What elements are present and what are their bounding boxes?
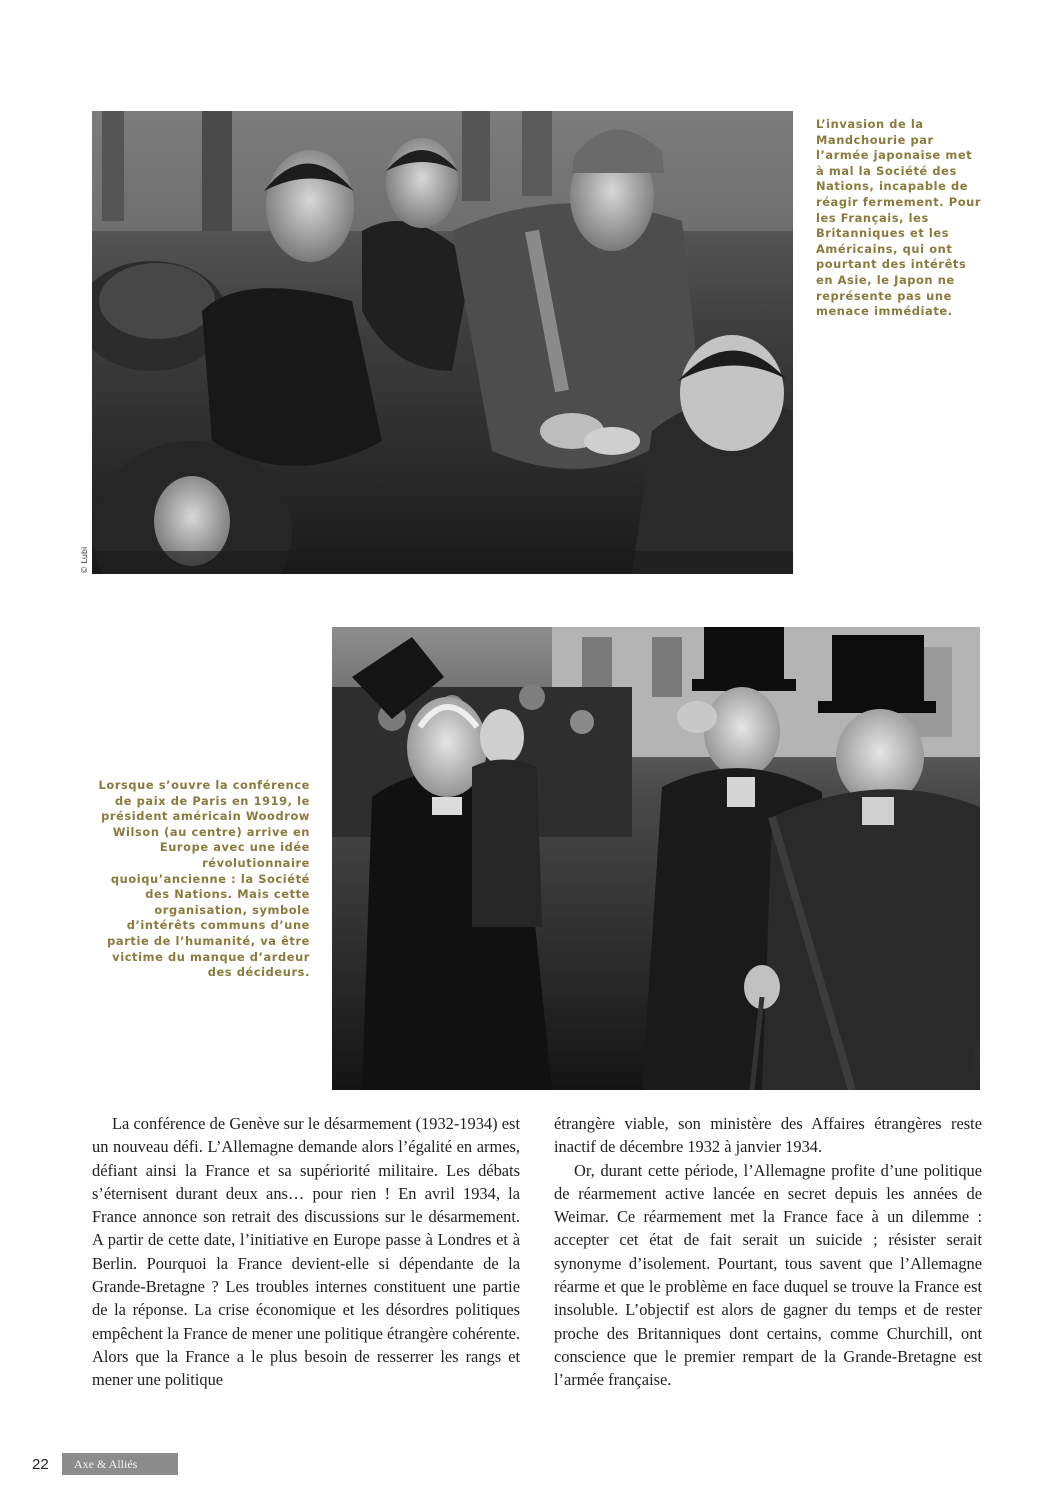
page-number: 22 — [32, 1456, 49, 1473]
photo-credit: © Lubi — [80, 546, 89, 574]
photo-credit-2: © Lubi — [972, 1046, 981, 1074]
body-paragraph: étrangère viable, son ministère des Affaires étrangères reste inactif de décembre 1932 à janvier 1934. — [554, 1114, 982, 1157]
photo-manchuria-image — [92, 111, 793, 574]
photo-caption-paris: Lorsque s’ouvre la conférence de paix de Paris en 1919, le président américain Woodrow Wilson (au centre) arrive en Europe avec une idée révolutionnaire quoiqu’ancienne : la Société des Nations. Mais cette organisation, symbole d’intérêts communs d’une partie de l’humanité, va être victime du manque d’ardeur des décideurs. — [98, 778, 310, 980]
body-paragraph: Or, durant cette période, l’Allemagne profite d’une politique de réarmement active lancée en secret depuis les années de Weimar. Ce réarmement met la France face à un dilemme : accepter cet état de fait serait un suicide ; résister serait synonyme d’isolement. Pourtant, tous savent que l’Allemagne réarme et que le problème en face duquel se trouve la France est insoluble. L’objectif est alors de gagner du temps et de rester proche des Britanniques dont certains, comme Churchill, ont conscience que le premier rempart de la Grande-Bretagne est l’armée française. — [554, 1160, 982, 1390]
photo-caption-manchuria: L’invasion de la Mandchourie par l’armée japonaise met à mal la Société des Nations, incapable de réagir fermement. Pour les Français, les Britanniques et les Américains, qui ont pourtant des intérêts en Asie, le Japon ne représente pas une menace immédiate. — [816, 117, 982, 319]
photo-paris-conference — [332, 627, 980, 1090]
body-column-right — [554, 1112, 982, 1392]
body-paragraph: La conférence de Genève sur le désarmement (1932-1934) est un nouveau défi. L’Allemagne demande alors l’égalité en armes, défiant ainsi la France et sa supériorité militaire. Les débats s’éternisent durant deux ans… pour rien ! En avril 1934, la France annonce son retrait des discussions sur le désarmement. A partir de cette date, l’initiative en Europe passe à Londres et à Berlin. Pourquoi la France devient-elle si dépendante de la Grande-Bretagne ? Les troubles internes constituent une partie de la réponse. La crise économique et les désordres politiques empêchent la France de mener une politique étrangère cohérente. Alors que la France a le plus besoin de resserrer les rangs et mener une politique — [92, 1114, 520, 1390]
magazine-name: Axe & Alliés — [62, 1453, 178, 1475]
photo-paris-conference-image — [332, 627, 980, 1090]
body-column-left — [92, 1112, 520, 1392]
photo-manchuria — [92, 111, 793, 574]
